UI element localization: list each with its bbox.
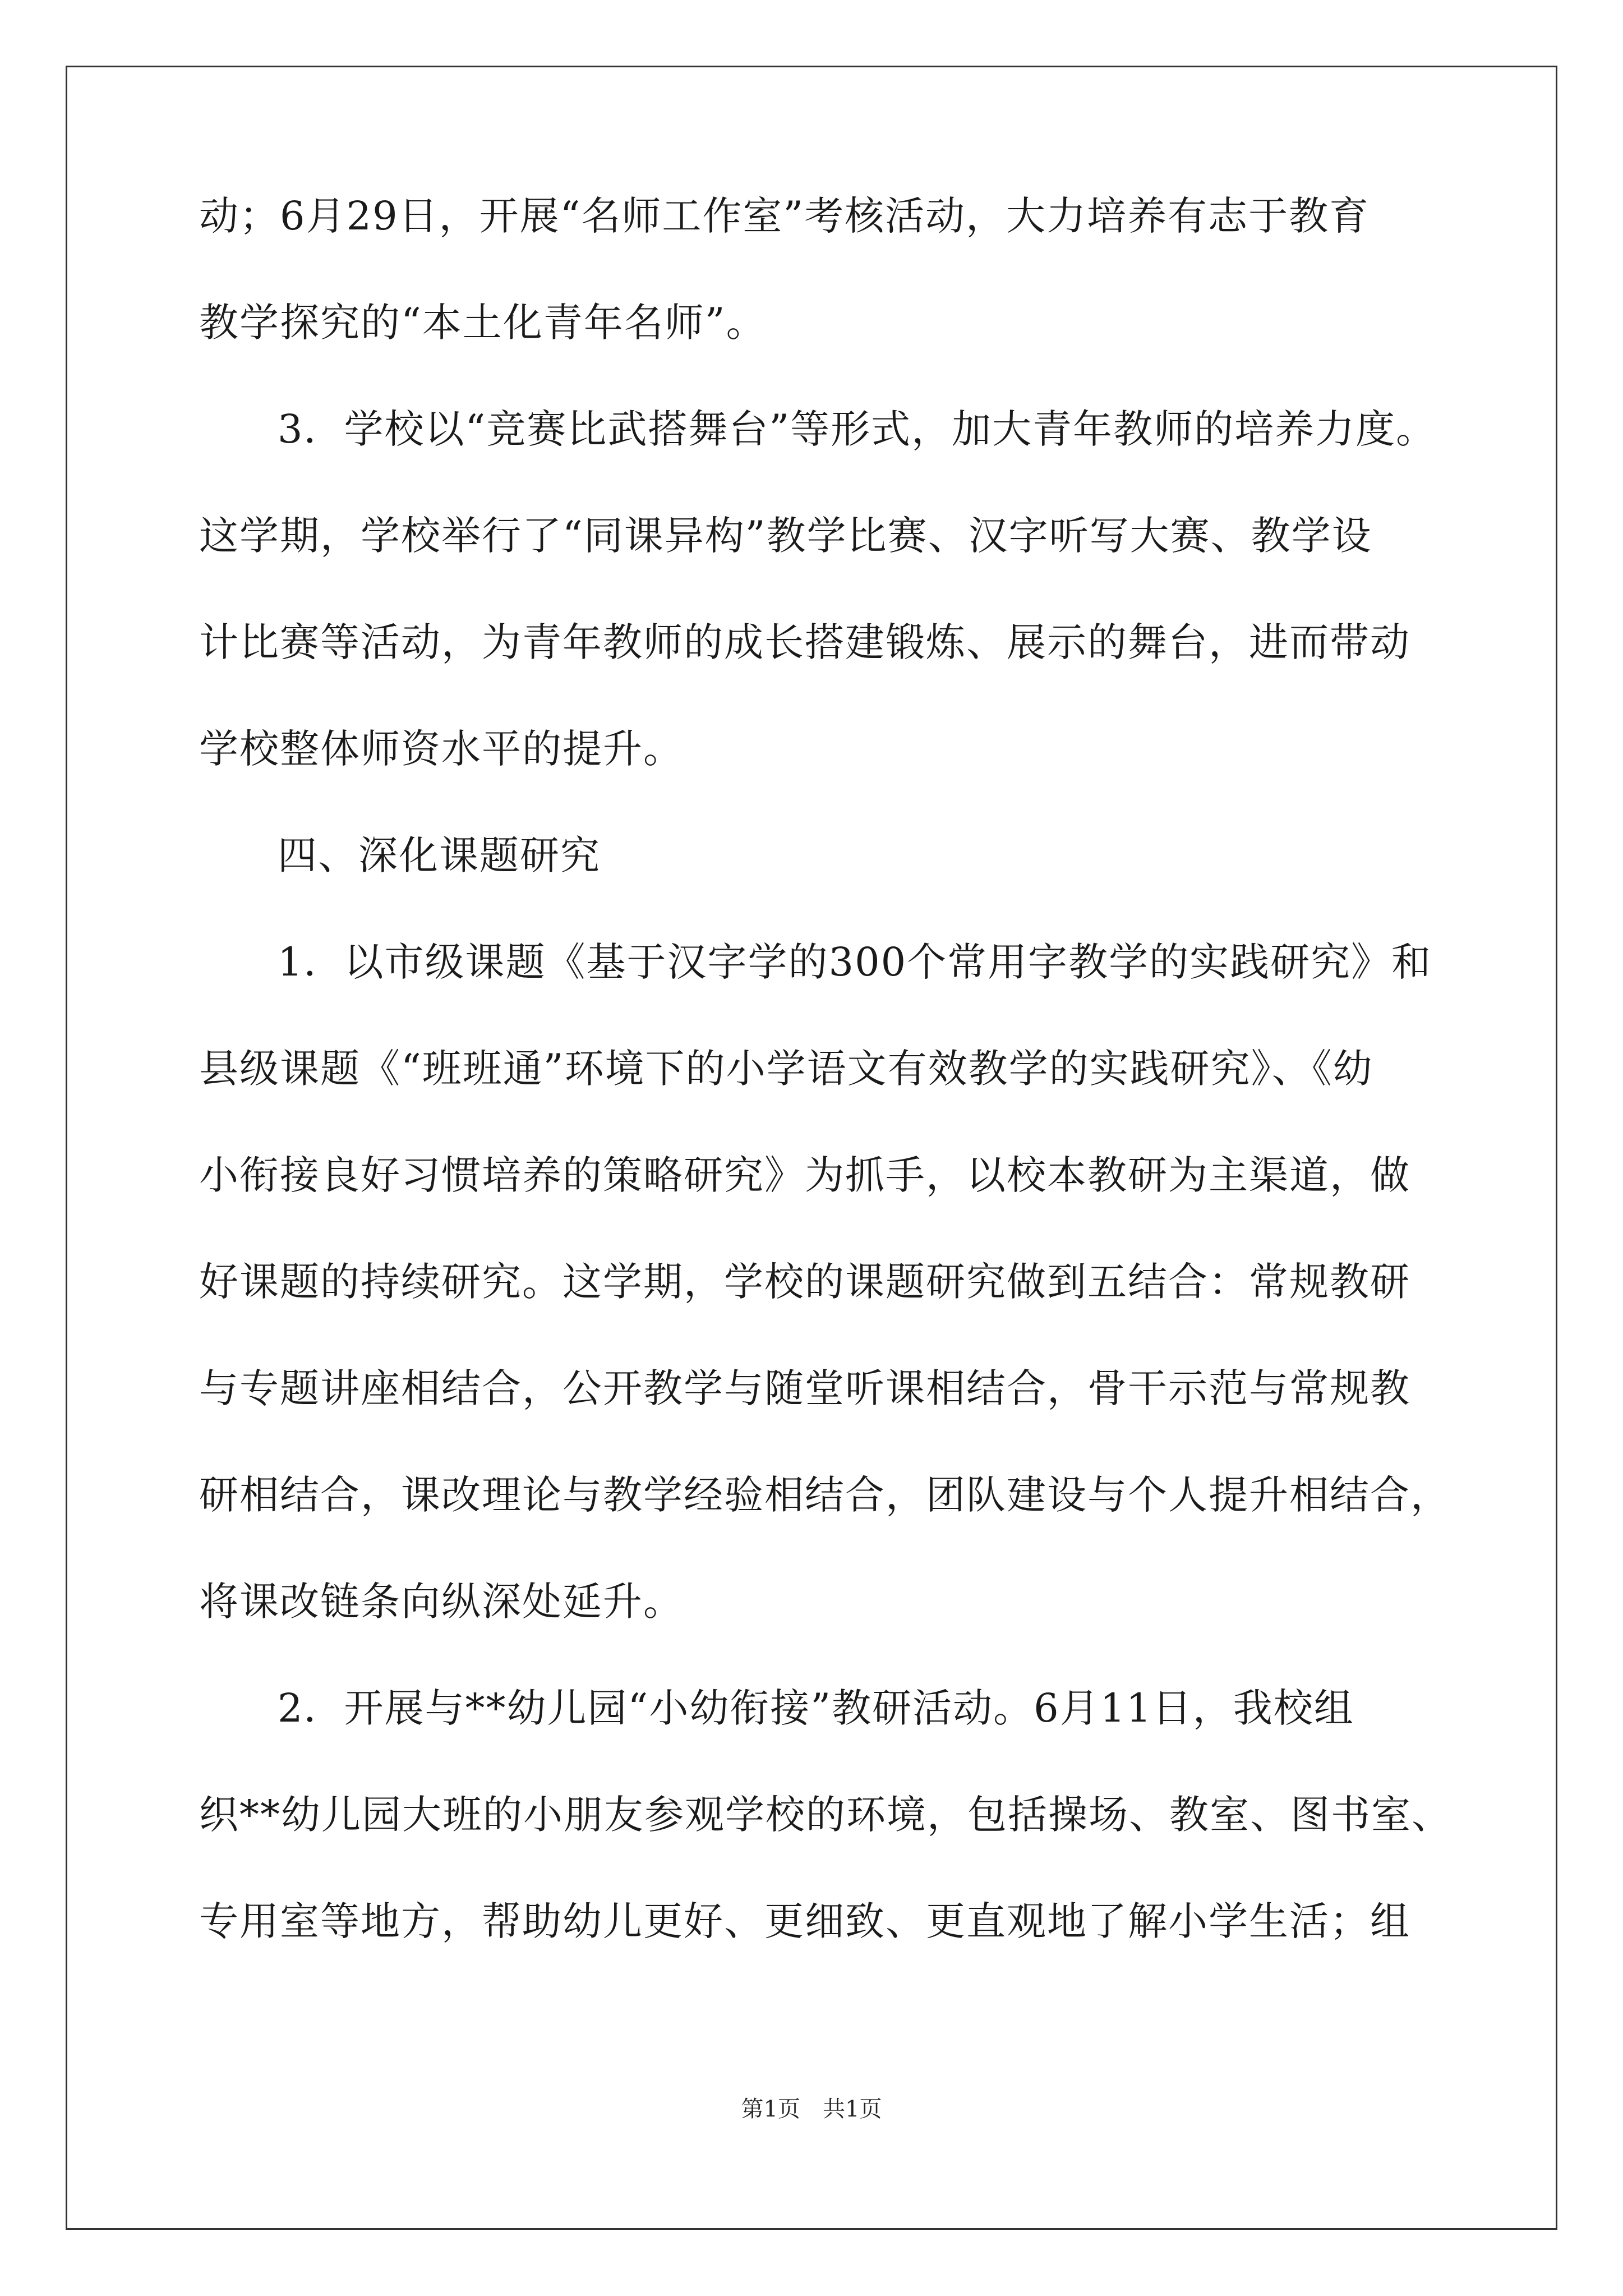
text-line-14: 将课改链条向纵深处延升。: [199, 1579, 684, 1625]
text-line-9: 县级课题《“班班通”环境下的小学语文有效教学的实践研究》、《幼: [199, 1046, 1373, 1092]
section-heading: 四、深化课题研究: [278, 832, 601, 878]
text-line-11: 好课题的持续研究。这学期，学校的课题研究做到五结合：常规教研: [199, 1259, 1410, 1305]
text-line-5: 计比赛等活动，为青年教师的成长搭建锻炼、展示的舞台，进而带动: [199, 619, 1410, 665]
text-line-10: 小衔接良好习惯培养的策略研究》为抓手，以校本教研为主渠道，做: [199, 1152, 1410, 1198]
text-line-13: 研相结合，课改理论与教学经验相结合，团队建设与个人提升相结合，: [199, 1472, 1451, 1518]
paragraph-2-start: 2．开展与**幼儿园“小幼衔接”教研活动。6月11日，我校组: [278, 1685, 1354, 1731]
text-line-1: 动；6月29日，开展“名师工作室”考核活动，大力培养有志于教育: [199, 193, 1370, 239]
text-line-4: 这学期，学校举行了“同课异构”教学比赛、汉字听写大赛、教学设: [199, 513, 1372, 559]
text-line-16: 织**幼儿园大班的小朋友参观学校的环境，包括操场、教室、图书室、: [199, 1792, 1452, 1838]
paragraph-1-start: 1．以市级课题《基于汉字学的300个常用字教学的实践研究》和: [278, 939, 1432, 985]
text-line-17: 专用室等地方，帮助幼儿更好、更细致、更直观地了解小学生活；组: [199, 1898, 1410, 1944]
text-line-6: 学校整体师资水平的提升。: [199, 726, 684, 772]
paragraph-3-start: 3．学校以“竞赛比武搭舞台”等形式，加大青年教师的培养力度。: [278, 406, 1437, 452]
page-number-footer: 第1页 共1页: [741, 2096, 882, 2122]
text-line-2: 教学探究的“本土化青年名师”。: [199, 300, 767, 346]
text-line-12: 与专题讲座相结合，公开教学与随堂听课相结合，骨干示范与常规教: [199, 1365, 1410, 1411]
